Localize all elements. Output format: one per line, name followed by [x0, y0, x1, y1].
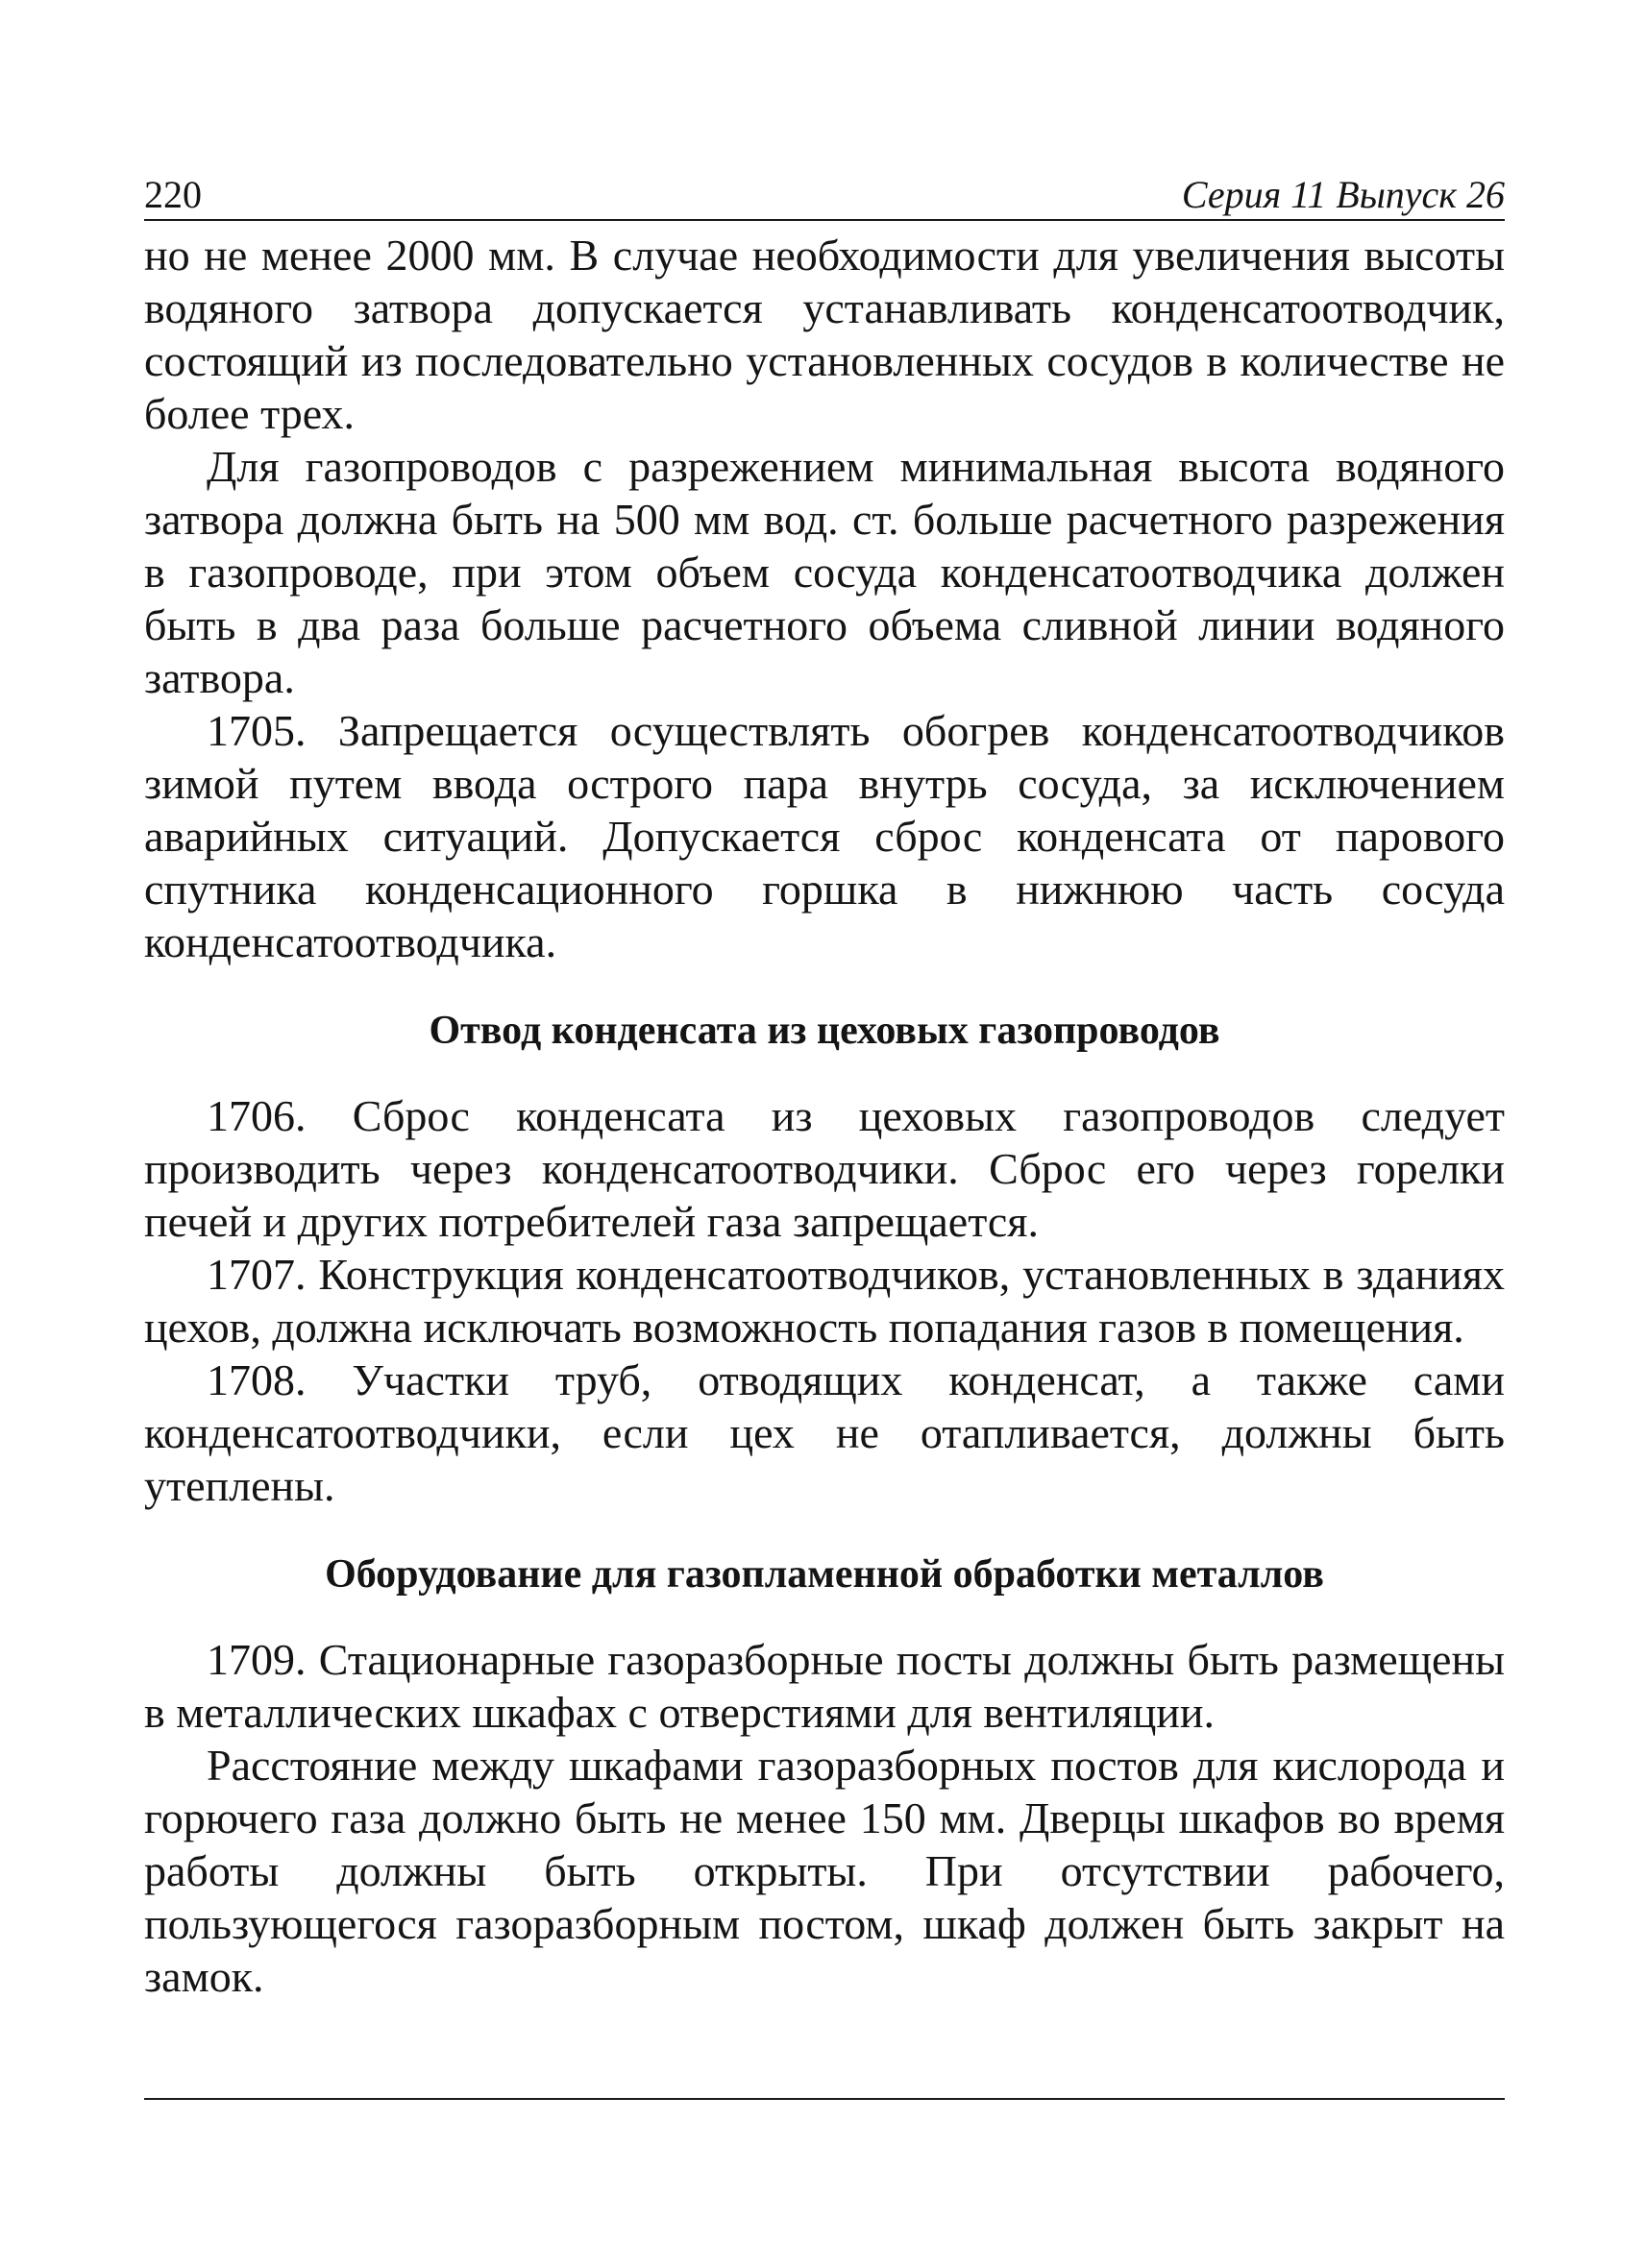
paragraph-cabinet-distance: Расстояние между шкафами газоразборных постов для кислорода и горючего газа должно быть не менее 150 мм. Дверцы шкафов во время работы должны быть открыты. При отсутствии рабочего, пользующегося газоразборным постом, шкаф должен быть закрыт на замок.: [144, 1741, 1505, 2001]
paragraph-1709: 1709. Стационарные газоразборные посты должны быть размещены в металлических шкафах с отверстиями для вентиляции.: [144, 1635, 1505, 1737]
series-title: Серия 11 Выпуск 26: [1181, 173, 1505, 216]
page-number: 220: [144, 173, 202, 216]
running-header: [144, 163, 1505, 221]
paragraph-vacuum-gas-pipes: Для газопроводов с разрежением минимальная высота водяного затвора должна быть на 500 мм вод. ст. больше расчетного разрежения в газопроводе, при этом объем сосуда конденсатоотводчика должен быть в два раза больше расчетного объема сливной линии водяного затвора.: [144, 442, 1505, 702]
section-heading-gas-flame-equipment: Оборудование для газопламенной обработки металлов: [325, 1552, 1324, 1597]
paragraph-1707: 1707. Конструкция конденсатоотводчиков, установленных в зданиях цехов, должна исключать возможность попадания газов в помещения.: [144, 1250, 1505, 1352]
paragraph-1708: 1708. Участки труб, отводящих конденсат, а также сами конденсатоотводчики, если цех не отапливается, должны быть утеплены.: [144, 1355, 1505, 1510]
document-page: [144, 163, 1505, 2003]
bottom-rule: [144, 2098, 1505, 2100]
body-text: [144, 229, 1505, 2003]
section-heading-condensate-drain: Отвод конденсата из цеховых газопроводов: [429, 1009, 1220, 1053]
paragraph-1706: 1706. Сброс конденсата из цеховых газопроводов следует производить через конденсатоотводчики. Сброс его через горелки печей и других потребителей газа запрещается.: [144, 1091, 1505, 1246]
paragraph-continuation: но не менее 2000 мм. В случае необходимости для увеличения высоты водяного затвора допускается устанавливать конденсатоотводчик, состоящий из последовательно установленных сосудов в количестве не более трех.: [144, 231, 1505, 438]
paragraph-1705: 1705. Запрещается осуществлять обогрев конденсатоотводчиков зимой путем ввода острого пара внутрь сосуда, за исключением аварийных ситуаций. Допускается сброс конденсата от парового спутника конденсационного горшка в нижнюю часть сосуда конденсатоотводчика.: [144, 706, 1505, 966]
